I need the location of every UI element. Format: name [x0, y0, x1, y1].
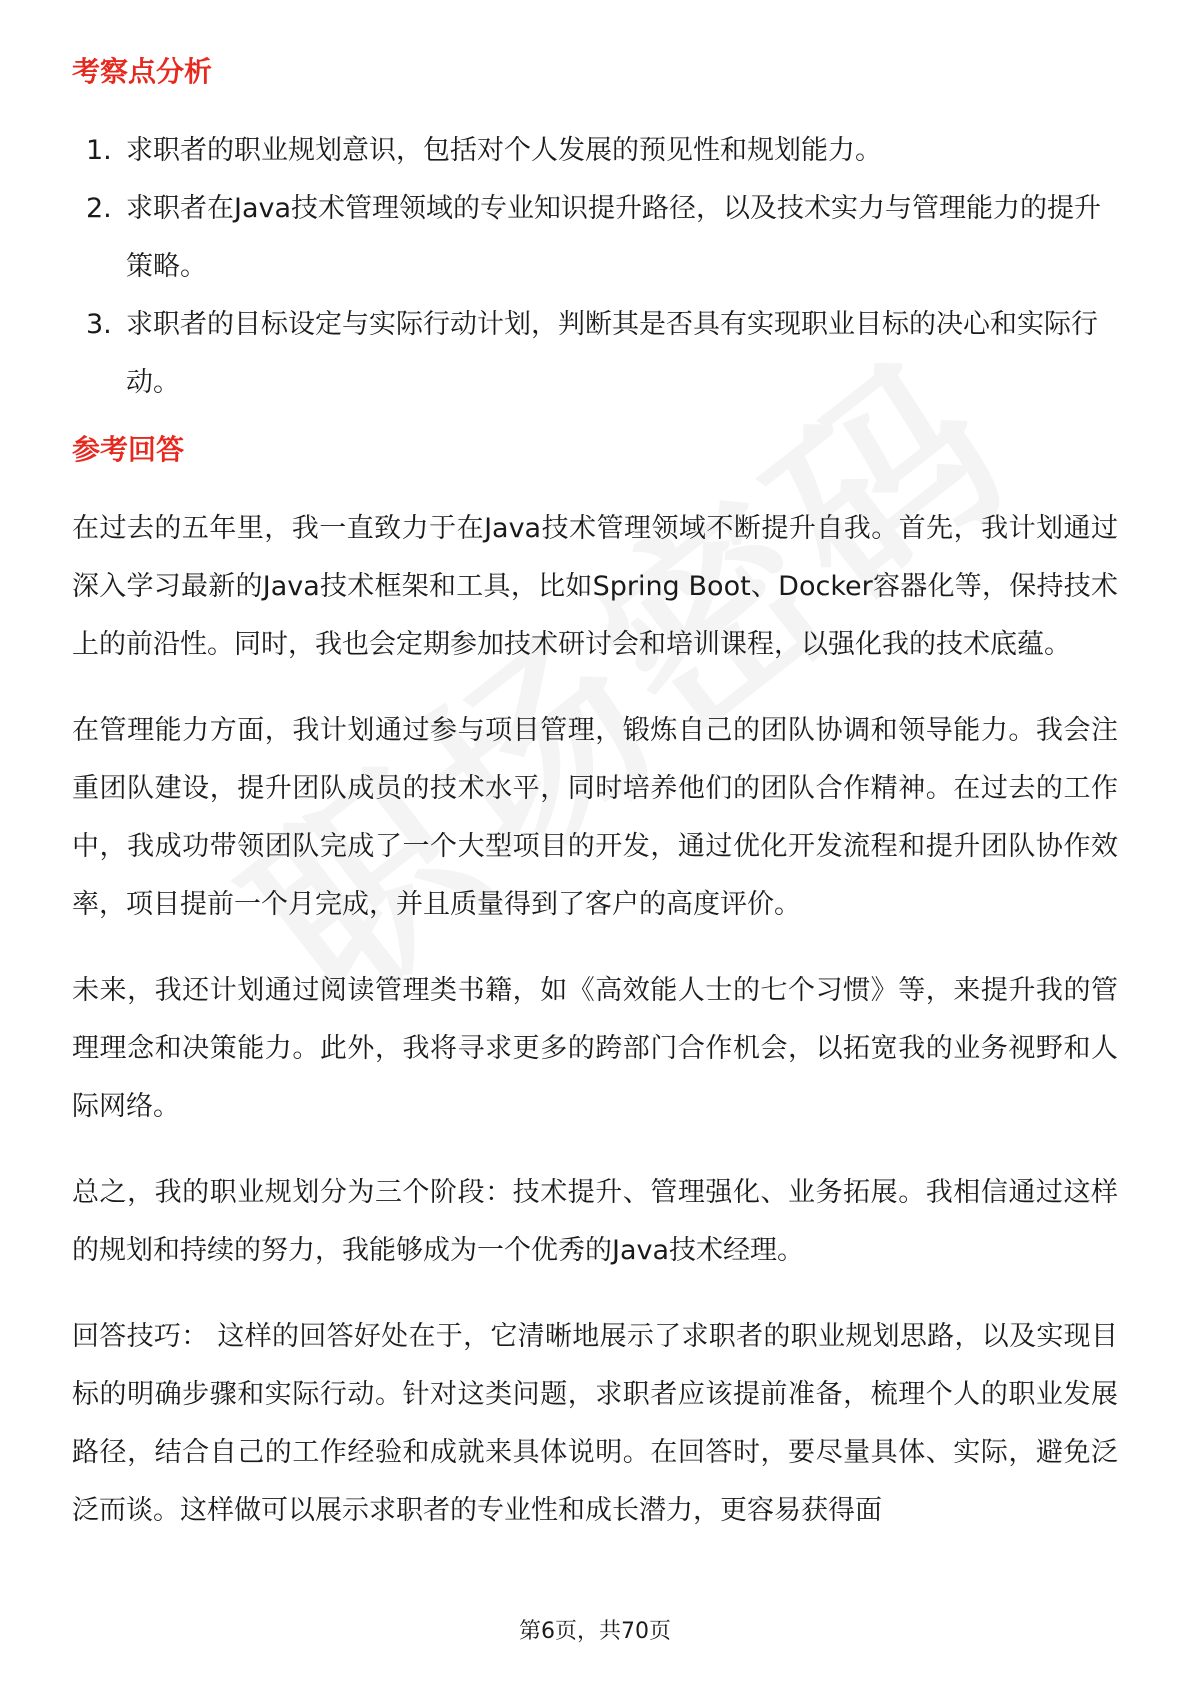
list-item-number: 3. — [86, 309, 112, 340]
list-item — [72, 180, 1118, 296]
list-item — [72, 296, 1118, 412]
section-heading-analysis: 考察点分析 — [72, 55, 213, 88]
list-item-number: 2. — [86, 193, 112, 224]
answer-paragraph: 总之，我的职业规划分为三个阶段：技术提升、管理强化、业务拓展。我相信通过这样的规划和持续的努力，我能够成为一个优秀的Java技术经理。 — [72, 1177, 1118, 1266]
answer-paragraph: 未来，我还计划通过阅读管理类书籍，如《高效能人士的七个习惯》等，来提升我的管理理念和决策能力。此外，我将寻求更多的跨部门合作机会，以拓宽我的业务视野和人际网络。 — [72, 975, 1118, 1122]
page-number: 第6页，共70页 — [519, 1619, 671, 1644]
list-item-text: 求职者在Java技术管理领域的专业知识提升路径，以及技术实力与管理能力的提升策略。 — [126, 193, 1102, 282]
answer-paragraph: 在过去的五年里，我一直致力于在Java技术管理领域不断提升自我。首先，我计划通过深入学习最新的Java技术框架和工具，比如Spring Boot、Docker容器化等，保持技术上的前沿性。同时，我也会定期参加技术研讨会和培训课程，以强化我的技术底蕴。 — [72, 513, 1118, 660]
list-item-number: 1. — [86, 135, 112, 166]
list-item — [72, 122, 1118, 180]
tips-paragraph: 回答技巧： 这样的回答好处在于，它清晰地展示了求职者的职业规划思路，以及实现目标的明确步骤和实际行动。针对这类问题，求职者应该提前准备，梳理个人的职业发展路径，结合自己的工作经验和成就来具体说明。在回答时，要尽量具体、实际，避免泛泛而谈。这样做可以展示求职者的专业性和成长潜力，更容易获得面 — [72, 1321, 1118, 1526]
analysis-list — [72, 122, 1118, 412]
list-item-text: 求职者的目标设定与实际行动计划，判断其是否具有实现职业目标的决心和实际行动。 — [126, 309, 1098, 398]
list-item-text: 求职者的职业规划意识，包括对个人发展的预见性和规划能力。 — [126, 135, 882, 166]
section-heading-answer: 参考回答 — [72, 433, 185, 466]
answer-paragraph: 在管理能力方面，我计划通过参与项目管理，锻炼自己的团队协调和领导能力。我会注重团队建设，提升团队成员的技术水平，同时培养他们的团队合作精神。在过去的工作中，我成功带领团队完成了一个大型项目的开发，通过优化开发流程和提升团队协作效率，项目提前一个月完成，并且质量得到了客户的高度评价。 — [72, 715, 1118, 920]
